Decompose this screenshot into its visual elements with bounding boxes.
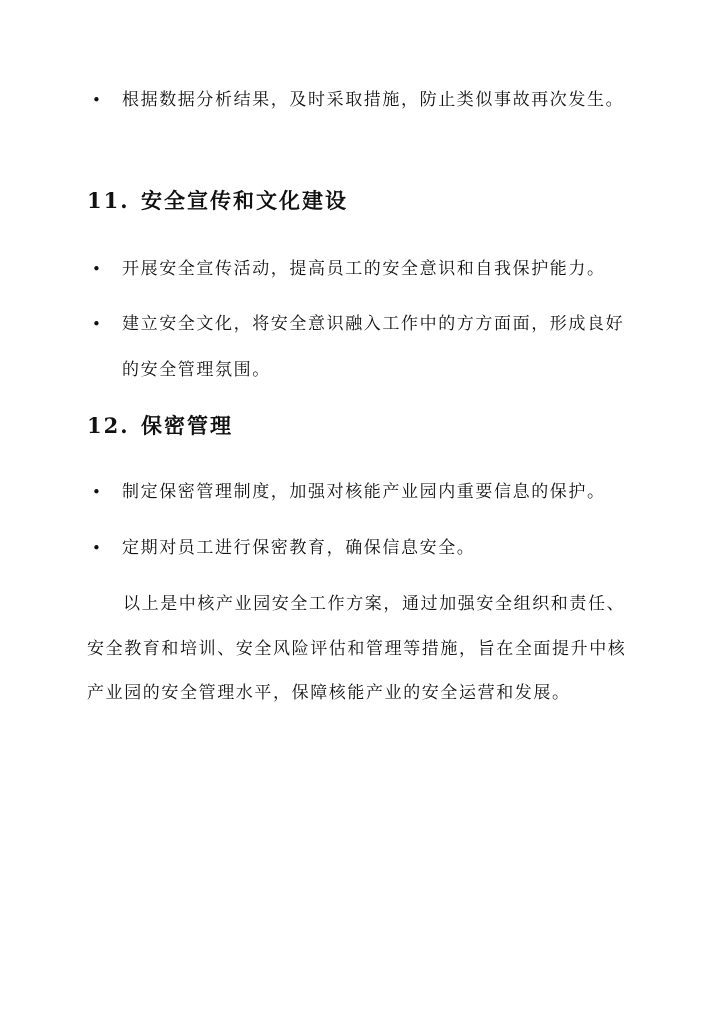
section-heading-11 (87, 186, 348, 216)
section-heading-12 (87, 411, 233, 441)
list-item (92, 525, 628, 571)
list-item-text: 开展安全宣传活动，提高员工的安全意识和自我保护能力。 (122, 259, 606, 279)
bullet-icon: • (92, 260, 103, 278)
section-title: 保密管理 (141, 413, 233, 438)
bullet-icon: • (92, 91, 103, 109)
list-item-text: 建立安全文化，将安全意识融入工作中的方方面面，形成良好的安全管理氛围。 (122, 314, 625, 380)
list-item (92, 77, 628, 123)
section-title: 安全宣传和文化建设 (141, 188, 348, 213)
section-number: 12. (87, 413, 130, 438)
bullet-icon: • (92, 539, 103, 557)
list-item-text: 制定保密管理制度，加强对核能产业园内重要信息的保护。 (122, 482, 606, 502)
conclusion-paragraph: 以上是中核产业园安全工作方案，通过加强安全组织和责任、安全教育和培训、安全风险评估和管理等措施，旨在全面提升中核产业园的安全管理水平，保障核能产业的安全运营和发展。 (87, 594, 627, 703)
section-number: 11. (87, 188, 130, 213)
list-item (92, 246, 628, 292)
bullet-icon: • (92, 315, 103, 333)
list-item (92, 301, 628, 393)
list-item-text: 定期对员工进行保密教育，确保信息安全。 (122, 538, 476, 558)
bullet-icon: • (92, 483, 103, 501)
list-item (92, 469, 628, 515)
list-item-text: 根据数据分析结果，及时采取措施，防止类似事故再次发生。 (122, 90, 625, 110)
